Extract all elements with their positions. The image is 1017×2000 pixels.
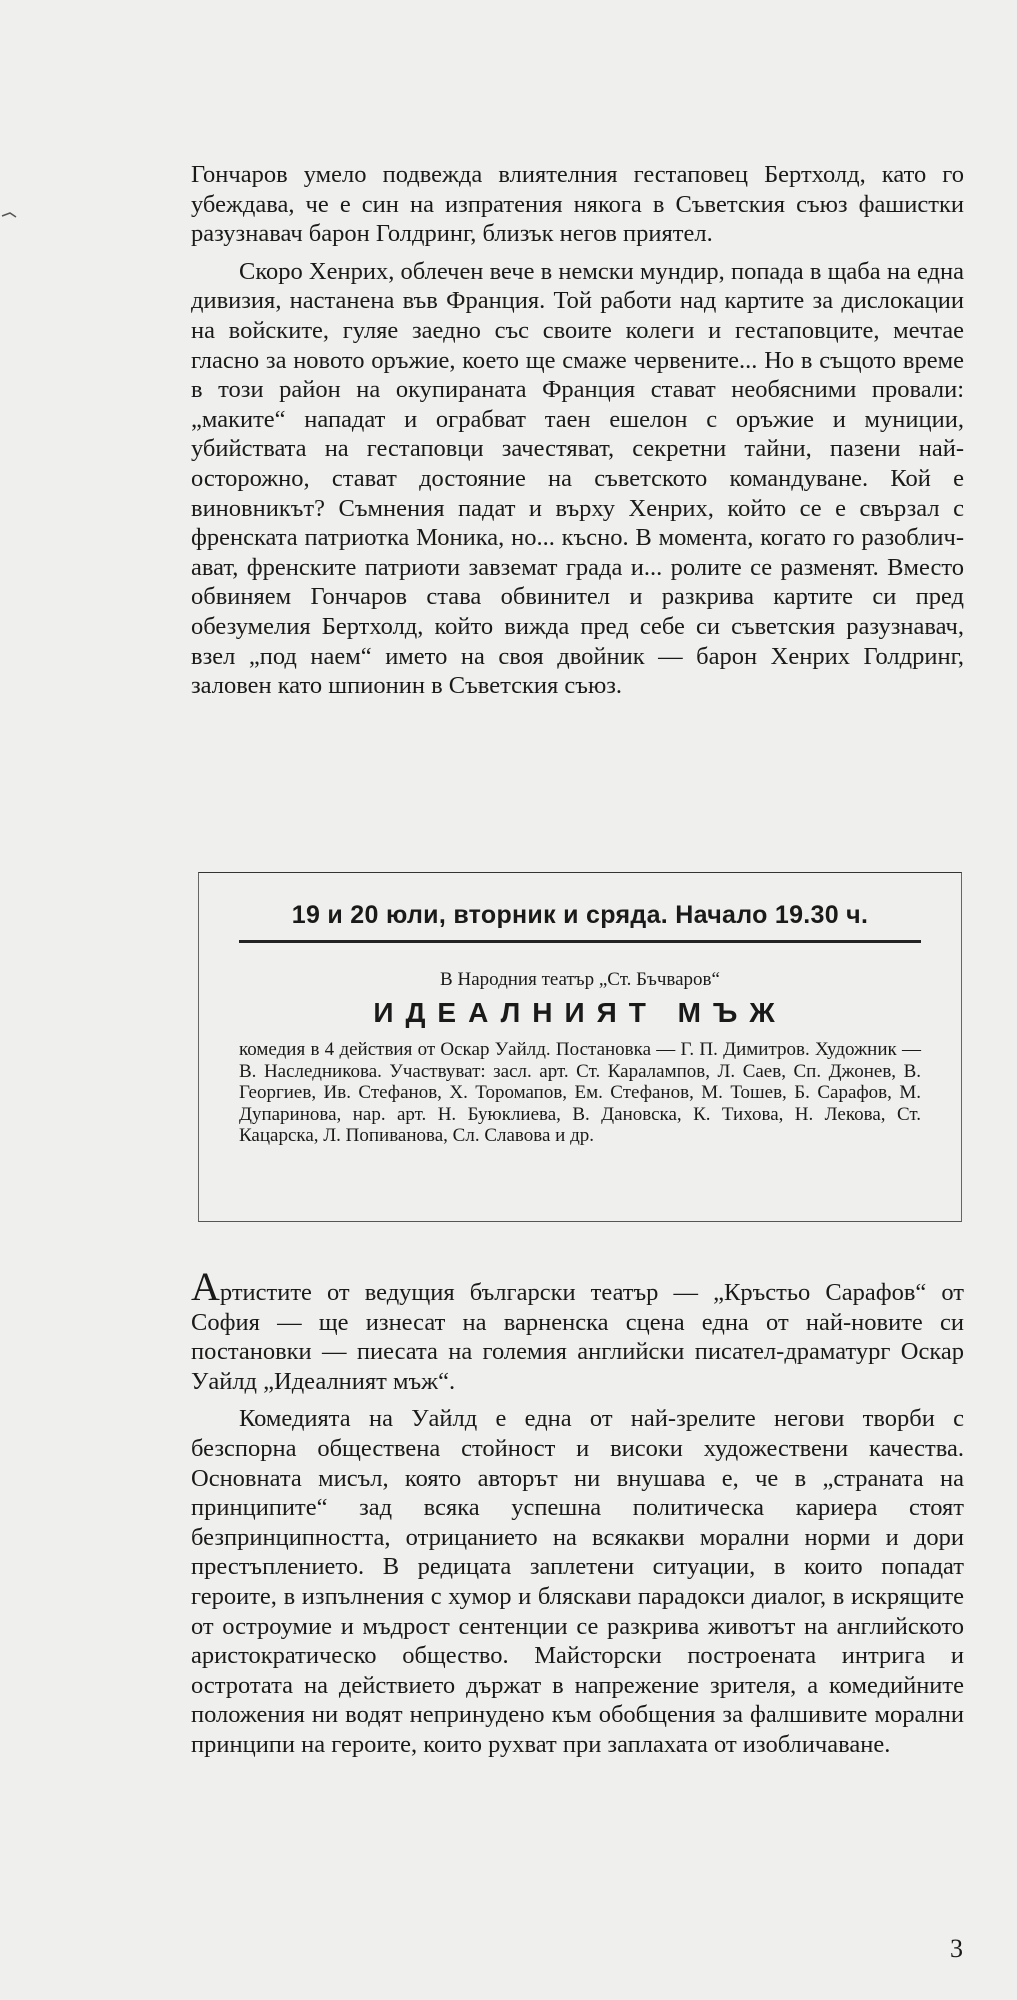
paragraph-lead bbox=[191, 1264, 964, 1396]
play-title: ИДЕАЛНИЯТ МЪЖ bbox=[373, 997, 787, 1028]
performance-dates: 19 и 20 юли, вторник и сряда. Начало 19.30 ч. bbox=[239, 901, 921, 943]
paragraph-1: Гончаров умело подвежда влиятелния гестаповец Бертхолд, като го убеждава, че е син на изпратения някога в Съветския съюз фашистки разузнавач барон Голдринг, близък негов приятел. bbox=[191, 161, 964, 248]
venue-line: В Народния театър „Ст. Бъчваров“ bbox=[440, 969, 720, 990]
credits-text: комедия в 4 действия от Оскар Уайлд. Постановка — Г. П. Димитров. Художник — В. Наследникова. Участвуват: засл. арт. Ст. Каралампов, Л. Саев, Сп. Джонев, В. Георгиев, Ив. Стефанов, Х. Торомапов, Ем. Стефанов, М. Тошев, Б. Сарафов, М. Дупаринова, нар. арт. Н. Буюклиева, В. Дановска, К. Тихова, Н. Лекова, Ст. Кацарска, Л. Попиванова, Сл. Славова и др. bbox=[239, 1039, 921, 1146]
paragraph-2: Скоро Хенрих, облечен вече в немски мундир, попада в щаба на една дивизия, настанена във Франция. Той работи над картите за дислокации на войските, гуляе заедно със своите колеги и гестаповците, мечтае гласно за новото оръжие, което ще смаже червените... Но в същото време в този район на окупираната Франция стават необясними провали: „макитe“ нападат и ограбват таен ешелон с оръжие и муниции, убийствата на гестаповци зачестяват, секретни тайни, пазени най-осторожно, стават достояние на съветското командуване. Кой е виновникът? Съмнения падат и върху Хенрих, който се е свързал с френската патриотка Моника, но... късно. В момента, когато го разобличават, френските патриоти завземат града и... ролите се разменят. Вместо обвиняем Гончаров става обвинител и разкрива картите си пред обезумелия Бертхолд, който вижда пред себе си съветския разузнавач, взел „под наем“ името на своя двойник — барон Хенрих Голдринг, заловен като шпионин в Съветския съюз. bbox=[191, 257, 964, 700]
performance-announcement-box bbox=[198, 872, 962, 1222]
drop-cap: А bbox=[191, 1264, 220, 1309]
article-continuation bbox=[191, 160, 964, 701]
margin-mark-icon bbox=[0, 207, 18, 225]
article-body bbox=[191, 1264, 964, 1760]
paragraph-review: Комедията на Уайлд е една от най-зрелите негови творби с безспорна обществена стойност и високи художествени качества. Основната мисъл, която авторът ни внушава е, че в „страната на принципите“ зад всяка успешна политическа кариера стоят безпринципността, отрицанието на всякакви морални норми и дори престъплението. В редицата заплетени ситуации, в които попадат героите, в изпълнения с хумор и бляскави парадокси диалог, в искрящите от остроумие и мъдрост сентенции се разкрива животът на английското аристократическо общество. Майсторски построената интрига и остротата на действието държат в напрежение зрителя, а комедийните положения ни водят непринудено към обобщения за фалшивите морални принципи на героите, които рухват при заплахата от изобличаване. bbox=[191, 1405, 964, 1758]
cast-credits bbox=[239, 1039, 921, 1147]
lead-text: ртистите от ведущия български театър — „Кръстьо Сарафов“ от София — ще изнесат на варненска сцена една от най-новите си постановки — пиесата на големия английски писател-драматург Оскар Уайлд „Идеалният мъж“. bbox=[191, 1279, 964, 1395]
page-number: 3 bbox=[950, 1934, 963, 1963]
